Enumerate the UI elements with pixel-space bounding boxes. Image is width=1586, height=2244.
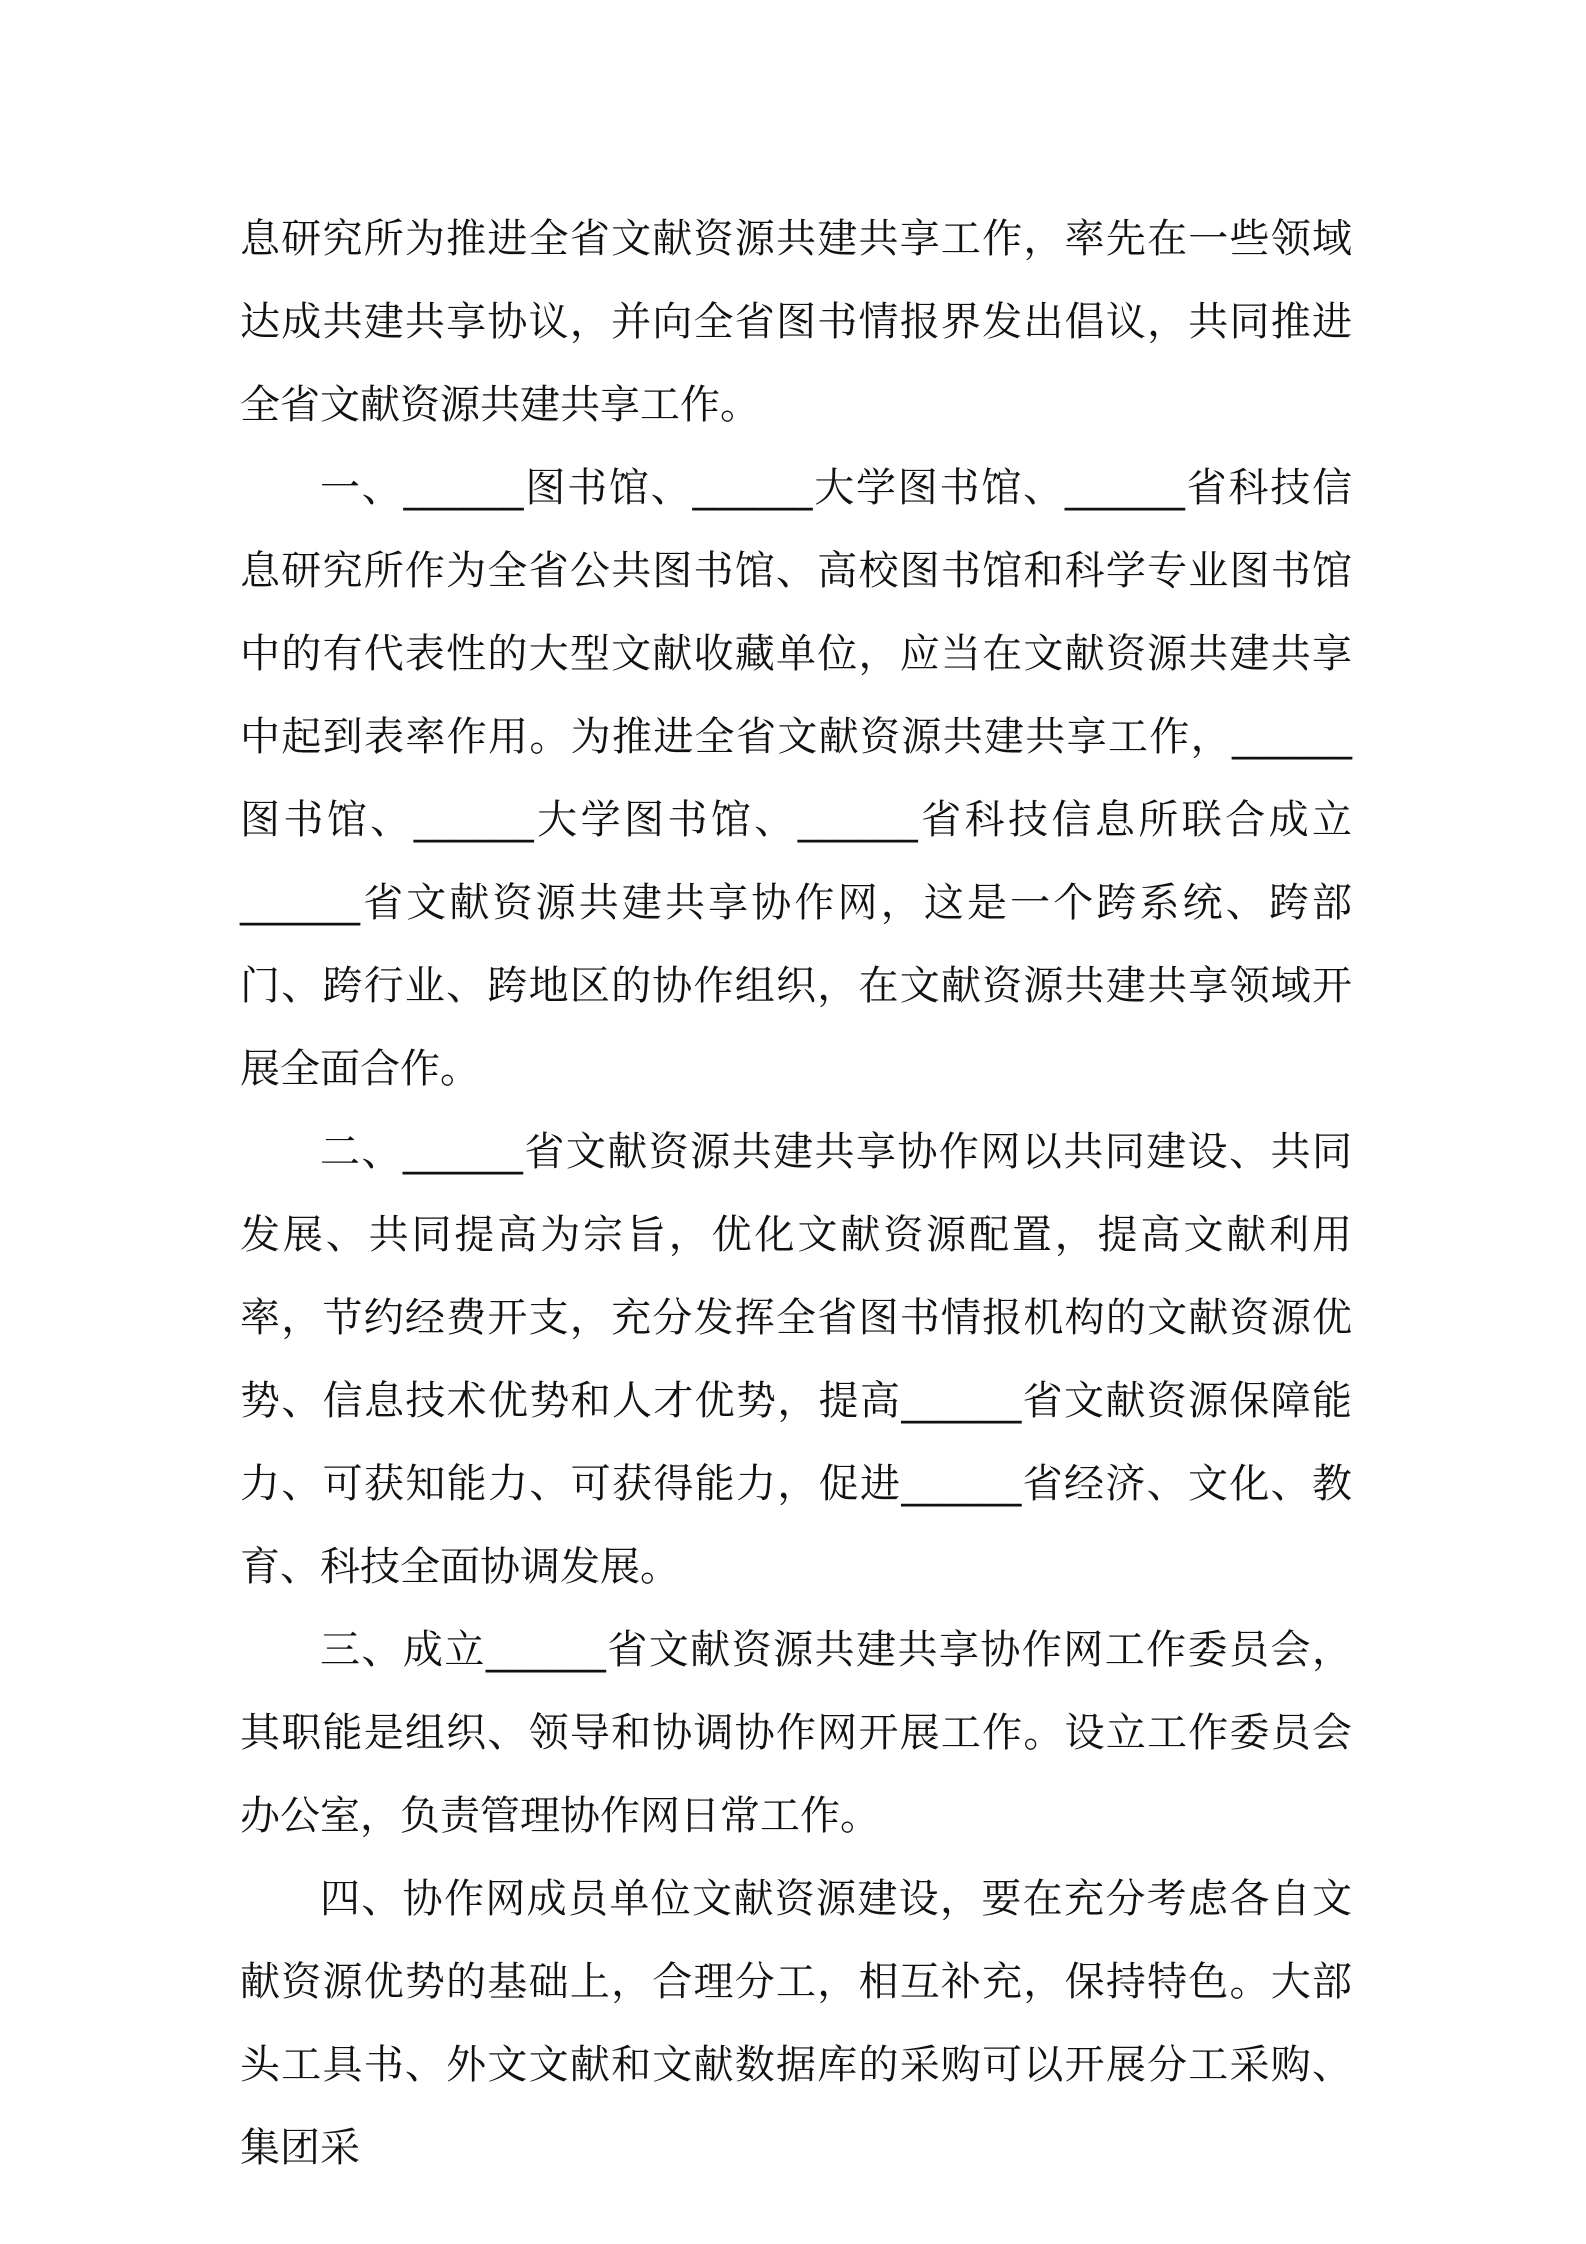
- paragraph-section-2: 二、______省文献资源共建共享协作网以共同建设、共同发展、共同提高为宗旨，优化文献资源配置，提高文献利用率，节约经费开支，充分发挥全省图书情报机构的文献资源优势、信息技术优势和人才优势，提高______省文献资源保障能力、可获知能力、可获得能力，促进______省经济、文化、教育、科技全面协调发展。: [240, 1129, 1352, 1590]
- paragraph-section-4: 四、协作网成员单位文献资源建设，要在充分考虑各自文献资源优势的基础上，合理分工，相互补充，保持特色。大部头工具书、外文文献和文献数据库的采购可以开展分工采购、集团采: [240, 1876, 1352, 2171]
- paragraph-intro: 息研究所为推进全省文献资源共建共享工作，率先在一些领域达成共建共享协议，并向全省图书情报界发出倡议，共同推进全省文献资源共建共享工作。: [240, 216, 1352, 428]
- document-body: [240, 198, 1352, 2190]
- paragraph-section-3: 三、成立______省文献资源共建共享协作网工作委员会，其职能是组织、领导和协调协作网开展工作。设立工作委员会办公室，负责管理协作网日常工作。: [240, 1627, 1352, 1839]
- paragraph-section-1: 一、______图书馆、______大学图书馆、______省科技信息研究所作为全省公共图书馆、高校图书馆和科学专业图书馆中的有代表性的大型文献收藏单位，应当在文献资源共建共享中起到表率作用。为推进全省文献资源共建共享工作，______图书馆、______大学图书馆、______省科技信息所联合成立______省文献资源共建共享协作网，这是一个跨系统、跨部门、跨行业、跨地区的协作组织，在文献资源共建共享领域开展全面合作。: [240, 465, 1352, 1092]
